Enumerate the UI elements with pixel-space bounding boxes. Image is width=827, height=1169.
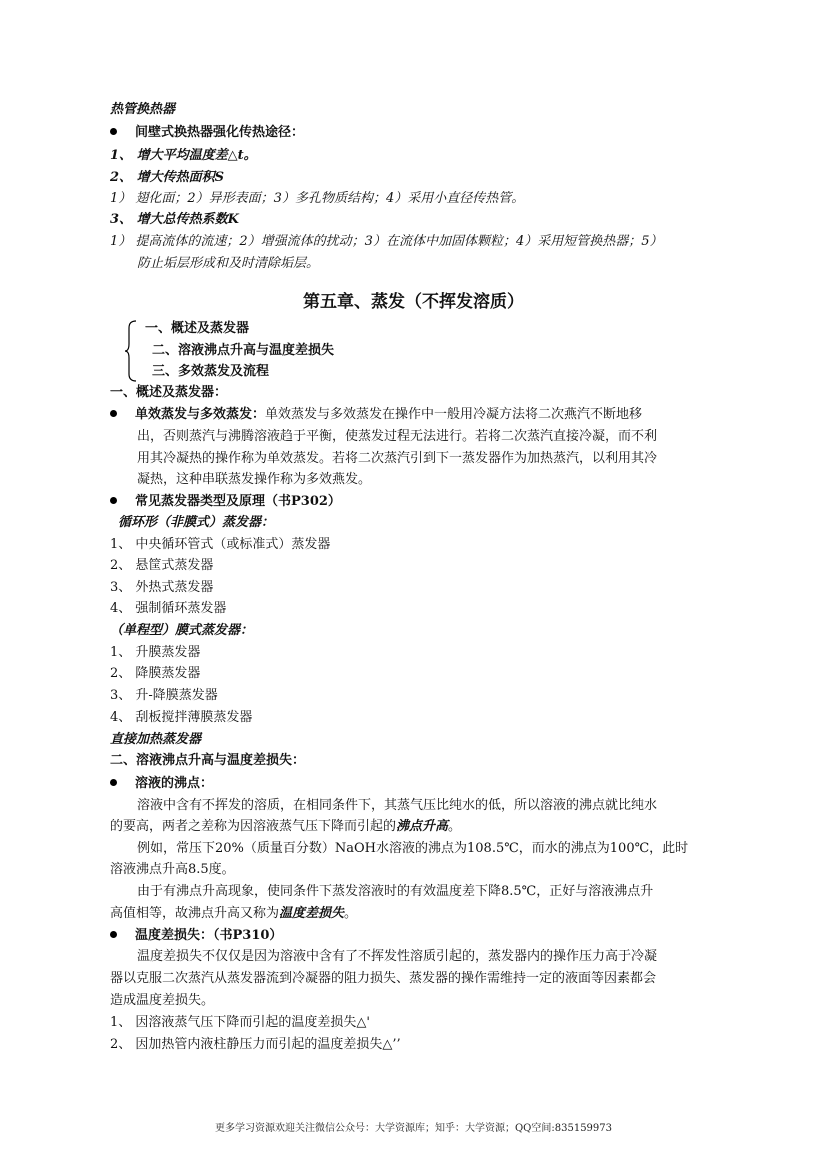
- page-footer: 更多学习资源欢迎关注微信公众号：大学资源库；知乎：大学资源；QQ空间:835159973: [214, 1123, 613, 1134]
- list-item: 3、 外热式蒸发器: [110, 580, 214, 595]
- boiling-point-title: 溶液的沸点：: [135, 776, 214, 791]
- single-multi-para: [110, 406, 642, 424]
- bp-para-line: 例如，常压下20%（质量百分数）NaOH水溶液的沸点为108.5℃，而水的沸点为100℃，此时: [137, 841, 689, 856]
- single-multi-text: 凝热，这种串联蒸发操作称为多效燕发。: [137, 472, 372, 487]
- bp-para-line: 溶液沸点升高8.5度。: [110, 862, 235, 877]
- item3-desc-1: 1） 提高流体的流速；2）增强流体的扰动；3）在流体中加固体颗粒；4）采用短管换热器；5）: [110, 234, 663, 249]
- sec2-heading: 二、溶液沸点升高与温度差损失：: [110, 753, 306, 768]
- single-multi-text: 单效蒸发与多效蒸发在操作中一般用冷凝方法将二次燕汽不断地移: [265, 407, 643, 422]
- chapter-title: 第五章、蒸发（不挥发溶质）: [303, 292, 524, 312]
- bullet-icon: [110, 410, 117, 417]
- evaporator-types-title: 常见蒸发器类型及原理（书P302）: [135, 494, 341, 509]
- item1-title: 1、 增大平均温度差△t。: [110, 148, 257, 163]
- bp-term: 温度差损失: [279, 906, 345, 921]
- tl-para-line: 器以克服二次蒸汽从蒸发器流到冷凝器的阻力损失、蒸发器的操作需维持一定的液面等因素都会: [110, 971, 657, 986]
- circ-title: 循环形（非膜式）蒸发器：: [118, 515, 275, 530]
- bullet-temp-loss: [110, 927, 282, 945]
- outline-item: 一、概述及蒸发器: [145, 321, 250, 336]
- bp-para-line: [110, 818, 461, 836]
- item3-title: 3、 增大总传热系数K: [110, 212, 239, 227]
- outline-item: 三、多效蒸发及流程: [152, 364, 270, 379]
- brace-icon: [124, 320, 138, 382]
- single-multi-text: 出，否则蒸汽与沸腾溶液趋于平衡，使蒸发过程无法进行。若将二次蒸汽直接冷凝，而不利: [137, 429, 658, 444]
- bp-text: 高值相等，故沸点升高又称为: [110, 906, 280, 921]
- bullet-icon: [110, 779, 117, 786]
- list-item: 4、 强制循环蒸发器: [110, 601, 227, 616]
- bullet-icon: [110, 497, 117, 504]
- single-multi-label: 单效蒸发与多效蒸发：: [135, 407, 266, 422]
- direct-heat-title: 直接加热蒸发器: [110, 732, 202, 747]
- bullet-wall-exchanger: [110, 124, 304, 142]
- bp-para-line: 溶液中含有不挥发的溶质，在相同条件下，其蒸气压比纯水的低，所以溶液的沸点就比纯水: [137, 798, 658, 813]
- bp-text: 。: [344, 906, 358, 921]
- outline-item: 二、溶液沸点升高与温度差损失: [152, 343, 335, 358]
- bp-term: 沸点升高: [396, 819, 449, 834]
- bp-text: 。: [448, 819, 462, 834]
- tl-para-line: 温度差损失不仅仅是因为溶液中含有了不挥发性溶质引起的，蒸发器内的操作压力高于冷凝: [137, 949, 658, 964]
- bp-para-line: [110, 905, 357, 923]
- item3-desc-2: 防止垢层形成和及时清除垢层。: [137, 256, 320, 271]
- tl-para-line: 造成温度差损失。: [110, 993, 215, 1008]
- temp-loss-title: 温度差损失：（书P310）: [135, 928, 283, 943]
- list-item: 1、 升膜蒸发器: [110, 645, 201, 660]
- list-item: 1、 因溶液蒸气压下降而引起的温度差损失△': [110, 1015, 370, 1030]
- list-item: 2、 因加热管内液柱静压力而引起的温度差损失△’’: [110, 1037, 401, 1052]
- list-item: 4、 刮板搅拌薄膜蒸发器: [110, 710, 253, 725]
- list-item: 3、 升-降膜蒸发器: [110, 688, 218, 703]
- bp-para-line: 由于有沸点升高现象，使同条件下蒸发溶液时的有效温度差下降8.5℃，正好与溶液沸点升: [137, 884, 654, 899]
- item2-desc: 1） 翅化面；2）异形表面；3）多孔物质结构；4）采用小直径传热管。: [110, 191, 525, 206]
- bullet-icon: [110, 931, 117, 938]
- bullet-wall-title: 间壁式换热器强化传热途径：: [135, 125, 305, 140]
- bullet-evaporator-types: [110, 493, 341, 511]
- film-title: （单程型）膜式蒸发器：: [110, 623, 254, 638]
- list-item: 2、 降膜蒸发器: [110, 666, 201, 681]
- single-multi-text: 用其冷凝热的操作称为单效蒸发。若将二次蒸汽引到下一蒸发器作为加热蒸汽，以利用其冷: [137, 451, 658, 466]
- list-item: 2、 悬筐式蒸发器: [110, 558, 214, 573]
- bullet-boiling-point: [110, 775, 213, 793]
- bp-text: 的要高，两者之差称为因溶液蒸气压下降而引起的: [110, 819, 397, 834]
- item2-title: 2、 增大传热面积S: [110, 170, 224, 185]
- sec1-heading: 一、概述及蒸发器：: [110, 385, 228, 400]
- list-item: 1、 中央循环管式（或标准式）蒸发器: [110, 537, 331, 552]
- bullet-icon: [110, 128, 117, 135]
- heading-heat-pipe: 热管换热器: [110, 102, 176, 117]
